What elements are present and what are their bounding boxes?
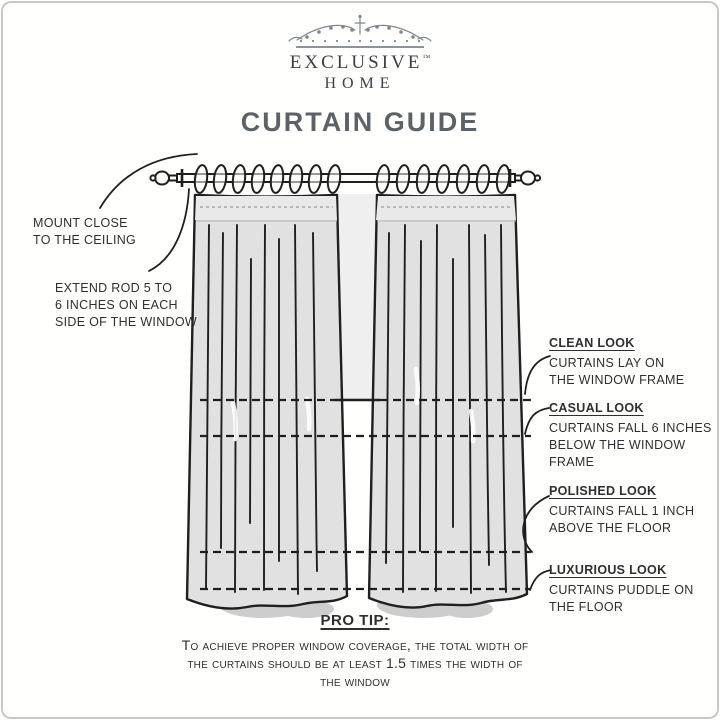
finial-stub-left (169, 176, 177, 181)
look-heading: LUXURIOUS LOOK (549, 563, 667, 577)
look-heading: CLEAN LOOK (549, 336, 635, 350)
note-line: TO THE CEILING (33, 233, 137, 247)
look-note-luxurious (549, 562, 719, 616)
note-extend-rod (55, 280, 197, 331)
brand-name-text: EXCLUSIVE (289, 51, 423, 73)
look-line: FRAME (549, 455, 595, 469)
look-line: THE FLOOR (549, 600, 624, 614)
trademark-symbol: ™ (422, 52, 431, 62)
look-note-polished (549, 483, 719, 537)
look-line: CURTAINS LAY ON (549, 356, 665, 370)
look-line: CURTAINS FALL 6 INCHES (549, 421, 712, 435)
curtain-panel-left (187, 195, 347, 609)
note-line: SIDE OF THE WINDOW (55, 315, 197, 329)
look-note-casual (549, 400, 719, 471)
look-line: BELOW THE WINDOW (549, 438, 686, 452)
note-line: MOUNT CLOSE (33, 216, 128, 230)
look-line: CURTAINS PUDDLE ON (549, 583, 694, 597)
note-line: EXTEND ROD 5 TO (55, 281, 173, 295)
note-mount-ceiling (33, 215, 136, 249)
page-title: CURTAIN GUIDE (240, 107, 480, 137)
look-note-clean (549, 335, 719, 389)
pro-tip (3, 612, 707, 690)
finial-right (521, 172, 535, 185)
pro-tip-heading: PRO TIP: (320, 612, 390, 629)
look-line: CURTAINS FALL 1 INCH (549, 504, 695, 518)
note-line: 6 INCHES ON EACH (55, 298, 178, 312)
curtain-panel-right (369, 195, 527, 608)
look-line: ABOVE THE FLOOR (549, 521, 672, 535)
look-line: THE WINDOW FRAME (549, 373, 685, 387)
look-heading: POLISHED LOOK (549, 484, 657, 498)
pro-tip-body: To achieve proper window coverage, the total width of the curtains should be at least 1.5 times the width of the window (181, 637, 529, 689)
brand-name-home: HOME (324, 74, 396, 92)
finial-left (155, 172, 169, 185)
curtain-guide-card (1, 1, 719, 719)
look-heading: CASUAL LOOK (549, 401, 644, 415)
